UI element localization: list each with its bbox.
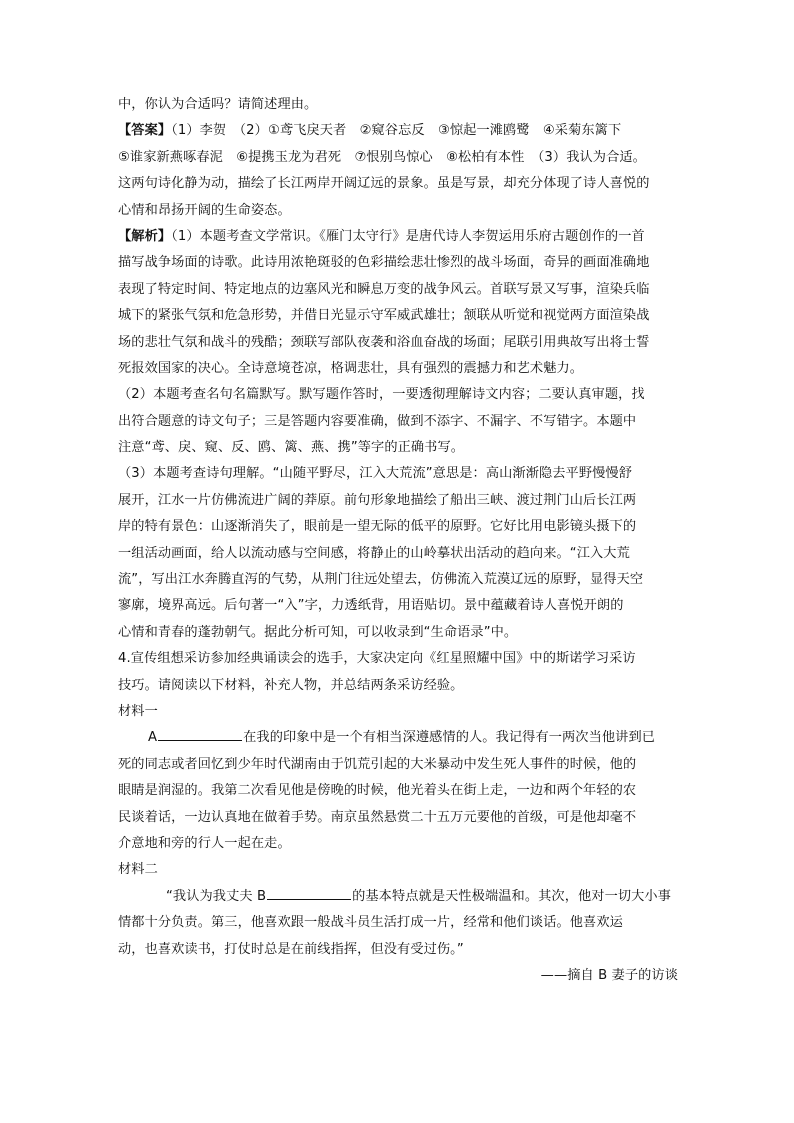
- material-2-line-2: 情都十分负责。第三，他喜欢跟一般战斗员生活打成一片，经常和他们谈话。他喜欢运: [118, 915, 623, 931]
- blank-b-prefix: “我认为我丈夫 B: [166, 888, 267, 904]
- analysis-line-11: 展开，江水一片仿佛流进广阔的莽原。前句形象地描绘了船出三峡、渡过荆门山后长江两: [118, 492, 637, 508]
- analysis-line-3: 表现了特定时间、特定地点的边塞风光和瞬息万变的战争风云。首联写景又写事，渲染兵临: [118, 281, 650, 297]
- material-1-heading: 材料一: [118, 703, 158, 719]
- analysis-text-1: （1）本题考查文学常识。《雁门太守行》是唐代诗人李贺运用乐府古题创作的一首: [171, 228, 645, 244]
- question-4-line-2: 技巧。请阅读以下材料，补充人物，并总结两条采访经验。: [118, 677, 464, 693]
- analysis-line-2: 描写战争场面的诗歌。此诗用浓艳斑驳的色彩描绘悲壮惨烈的战斗场面，奇异的画面准确地: [118, 255, 650, 271]
- analysis-line-10: （3）本题考查诗句理解。“山随平野尽，江入大荒流”意思是：高山渐渐隐去平野慢慢舒: [118, 466, 632, 482]
- answer-label: 【答案】: [118, 123, 172, 139]
- analysis-line-12: 岸的特有景色：山逐渐消失了，眼前是一望无际的低平的原野。它好比用电影镜头摄下的: [118, 519, 637, 535]
- material-1-line-5: 介意地和旁的行人一起在走。: [118, 835, 291, 851]
- analysis-line-16: 心情和青春的蓬勃朝气。据此分析可知，可以收录到“生命语录”中。: [118, 624, 518, 640]
- analysis-line-13: 一组活动画面，给人以流动感与空间感，将静止的山岭摹状出活动的趋向来。“江入大荒: [118, 545, 630, 561]
- analysis-line-1: [118, 224, 678, 250]
- analysis-line-14: 流”，写出江水奔腾直泻的气势，从荆门往远处望去，仿佛流入荒漠辽远的原野，显得天空: [118, 572, 644, 588]
- blank-a-prefix: A: [148, 730, 158, 746]
- answer-line-1: [118, 118, 678, 144]
- analysis-line-4: 城下的紧张气氛和危急形势，并借日光显示守军威武雄壮；颔联从听觉和视觉两方面渲染战: [118, 308, 650, 324]
- analysis-label: 【解析】: [118, 228, 172, 244]
- blank-a: [158, 725, 242, 741]
- analysis-line-8: 出符合题意的诗文句子；三是答题内容要准确，做到不添字、不漏字、不写错字。本题中: [118, 413, 637, 429]
- analysis-line-15: 寥廓，境界高远。后句著一“入”字，力透纸背，用语贴切。景中蕴藏着诗人喜悦开朗的: [118, 598, 624, 614]
- question-4-line-1: 4.宣传组想采访参加经典诵读会的选手，大家决定向《红星照耀中国》中的斯诺学习采访: [118, 651, 636, 667]
- material-1-line-2: 死的同志或者回忆到少年时代湖南由于饥荒引起的大米暴动中发生死人事件的时候，他的: [118, 756, 637, 772]
- material-2-source: ——摘自 B 妻子的访谈: [540, 967, 678, 983]
- material-1-line-4: 民谈着话，一边认真地在做着手势。南京虽然悬赏二十五万元要他的首级，可是他却毫不: [118, 809, 637, 825]
- material-1-line-3: 眼睛是润湿的。我第二次看见他是傍晚的时候，他光着头在街上走，一边和两个年轻的农: [118, 783, 637, 799]
- material-2-line-3: 动，也喜欢读书，打仗时总是在前线指挥，但没有受过伤。”: [118, 941, 464, 957]
- material-1-line-1: [118, 725, 678, 751]
- material-2-text-1: 的基本特点就是天性极端温和。其次，他对一切大小事: [352, 888, 672, 904]
- answer-line-3: 这两句诗化静为动，描绘了长江两岸开阔辽远的景象。虽是写景，却充分体现了诗人喜悦的: [118, 176, 650, 192]
- material-1-text-1: 在我的印象中是一个有相当深遵感情的人。我记得有一两次当他讲到已: [243, 730, 656, 746]
- material-2-heading: 材料二: [118, 862, 158, 878]
- material-2-line-1: [118, 884, 678, 910]
- analysis-line-6: 死报效国家的决心。全诗意境苍凉，格调悲壮，具有强烈的震撼力和艺术魅力。: [118, 360, 584, 376]
- analysis-line-9: 注意“鸢、戾、窥、反、鸥、篱、燕、携”等字的正确书写。: [118, 440, 465, 456]
- answer-line-4: 心情和昂扬开阔的生命姿态。: [118, 202, 291, 218]
- blank-b: [267, 884, 351, 900]
- analysis-line-5: 场的悲壮气氛和战斗的残酷；颈联写部队夜袭和浴血奋战的场面；尾联引用典故写出将士誓: [118, 334, 650, 350]
- analysis-line-7: （2）本题考查名句名篇默写。默写题作答时，一要透彻理解诗文内容；二要认真审题，找: [118, 387, 645, 403]
- answer-text-1: （1）李贺 （2）①鸢飞戾天者 ②窥谷忘反 ③惊起一滩鸥鹭 ④采菊东篱下: [171, 123, 622, 139]
- question-tail: 中，你认为合适吗？请简述理由。: [118, 97, 318, 112]
- answer-line-2: ⑤谁家新燕啄春泥 ⑥提携玉龙为君死 ⑦恨别鸟惊心 ⑧松柏有本性 （3）我认为合适。: [118, 149, 646, 165]
- document-page: [118, 92, 678, 989]
